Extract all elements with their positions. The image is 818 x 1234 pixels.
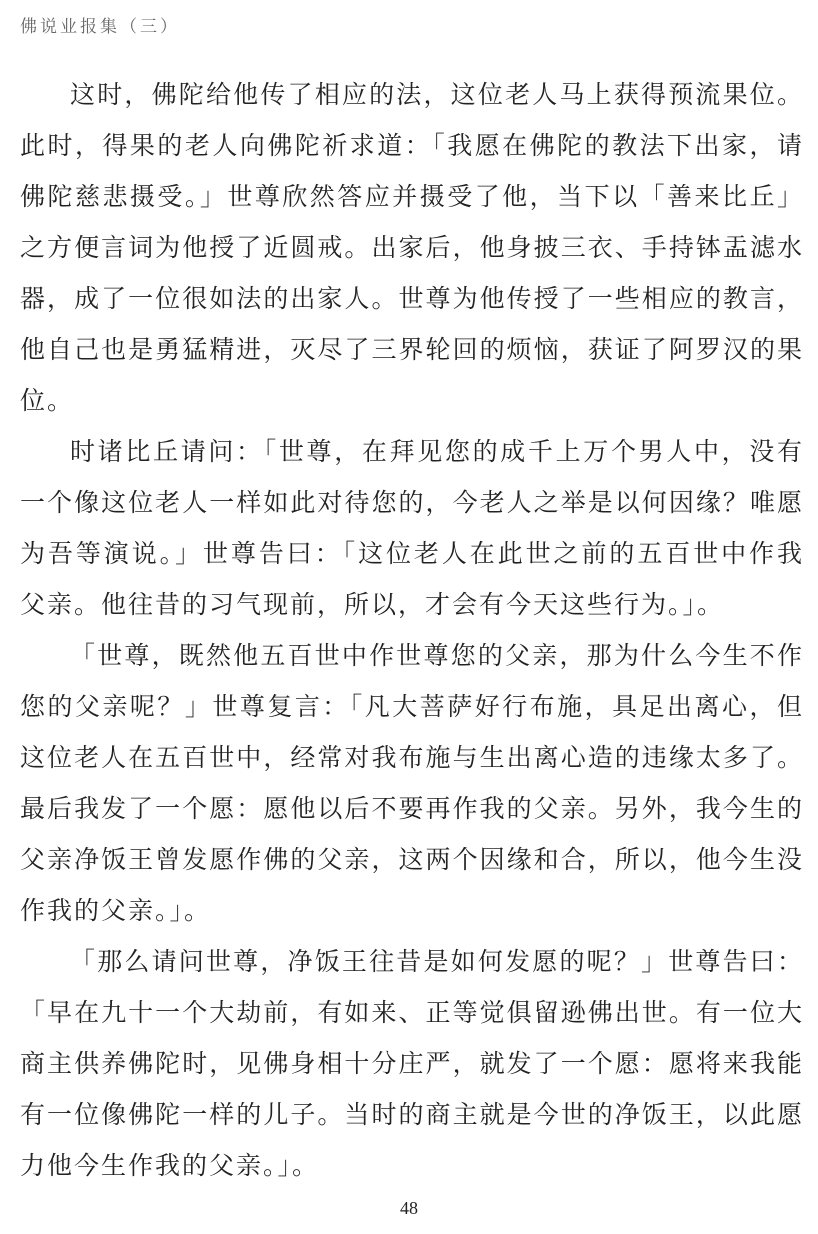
text-line: 最后我发了一个愿：愿他以后不要再作我的父亲。另外，我今生的 — [20, 794, 802, 823]
paragraph — [20, 426, 802, 630]
document-body — [20, 69, 802, 1191]
paragraph — [20, 630, 802, 936]
text-line: 有一位像佛陀一样的儿子。当时的商主就是今世的净饭王，以此愿 — [20, 1100, 802, 1129]
text-line: 力他今生作我的父亲。」。 — [20, 1151, 320, 1180]
text-line: 作我的父亲。」。 — [20, 896, 212, 925]
text-line: 为吾等演说。」世尊告曰：「这位老人在此世之前的五百世中作我 — [20, 539, 802, 568]
running-header: 佛说业报集（三） — [20, 17, 180, 37]
text-line: 您的父亲呢？」世尊复言：「凡大菩萨好行布施，具足出离心，但 — [20, 692, 802, 721]
text-line: 商主供养佛陀时，见佛身相十分庄严，就发了一个愿：愿将来我能 — [20, 1049, 802, 1078]
page-number: 48 — [400, 1198, 418, 1218]
text-line: 时诸比丘请问：「世尊，在拜见您的成千上万个男人中，没有 — [70, 437, 802, 466]
text-line: 此时，得果的老人向佛陀祈求道：「我愿在佛陀的教法下出家，请 — [20, 131, 802, 160]
text-line: 器，成了一位很如法的出家人。世尊为他传授了一些相应的教言， — [20, 284, 802, 313]
paragraph — [20, 69, 802, 426]
text-line: 父亲。他往昔的习气现前，所以，才会有今天这些行为。」。 — [20, 590, 725, 619]
text-line: 「早在九十一个大劫前，有如来、正等觉俱留逊佛出世。有一位大 — [20, 998, 802, 1027]
text-line: 「世尊，既然他五百世中作世尊您的父亲，那为什么今生不作 — [70, 641, 802, 670]
text-line: 他自己也是勇猛精进，灭尽了三界轮回的烦恼，获证了阿罗汉的果 — [20, 335, 802, 364]
text-line: 佛陀慈悲摄受。」世尊欣然答应并摄受了他，当下以「善来比丘」 — [20, 182, 802, 211]
text-line: 之方便言词为他授了近圆戒。出家后，他身披三衣、手持钵盂滤水 — [20, 233, 802, 262]
text-line: 位。 — [20, 386, 75, 415]
text-line: 这位老人在五百世中，经常对我布施与生出离心造的违缘太多了。 — [20, 743, 802, 772]
text-line: 「那么请问世尊，净饭王往昔是如何发愿的呢？」世尊告曰： — [70, 947, 802, 976]
text-line: 这时，佛陀给他传了相应的法，这位老人马上获得预流果位。 — [70, 80, 802, 109]
text-line: 父亲净饭王曾发愿作佛的父亲，这两个因缘和合，所以，他今生没 — [20, 845, 802, 874]
paragraph — [20, 936, 802, 1191]
text-line: 一个像这位老人一样如此对待您的，今老人之举是以何因缘？唯愿 — [20, 488, 802, 517]
